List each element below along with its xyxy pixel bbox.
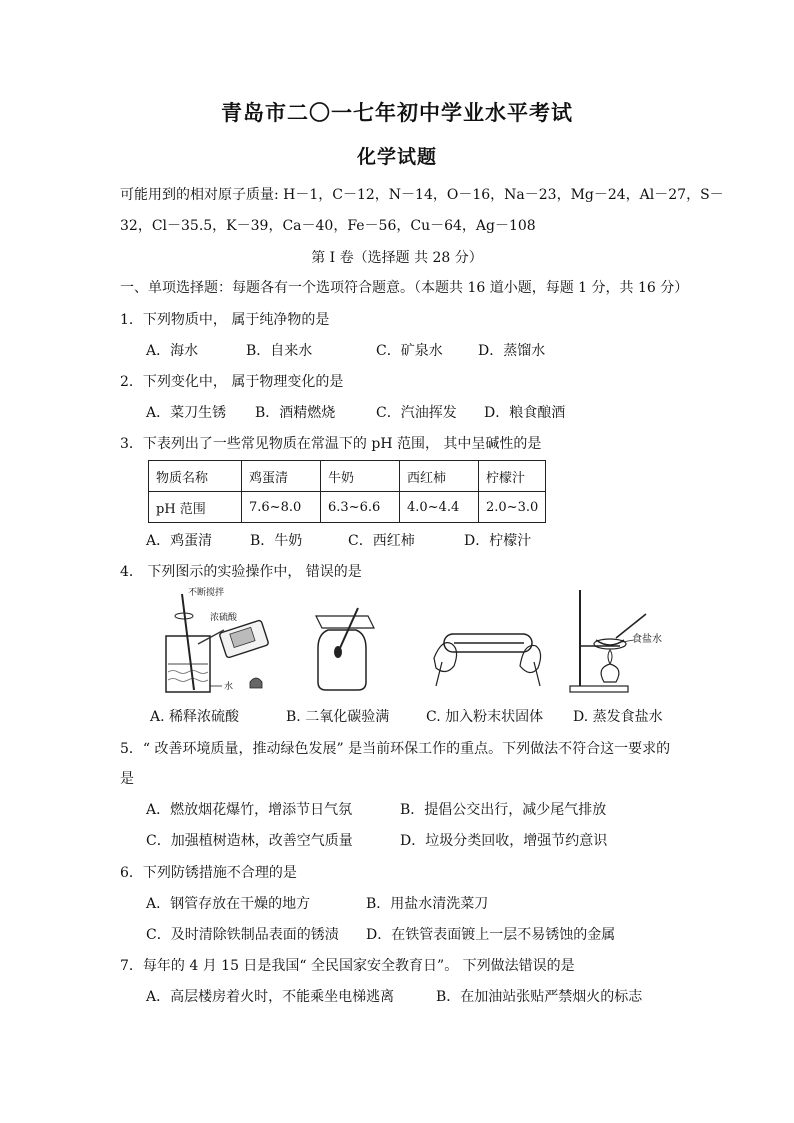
glass-rod-icon [182,594,194,690]
question-6-option-d: D．在铁管表面镀上一层不易锈蚀的金属 [366,927,616,943]
question-1-option-a: A．海水 [146,343,199,359]
question-4-stem: 4． 下列图示的实验操作中， 错误的是 [120,564,362,580]
exam-title: 青岛市二〇一七年初中学业水平考试 [221,100,573,125]
question-4-option-d: D. 蒸发食盐水 [573,709,663,725]
question-7-option-a: A．高层楼房着火时，不能乘坐电梯逃离 [146,989,395,1005]
ph-table-header-cell: 柠檬汁 [479,461,546,492]
ph-table-cell: pH 范围 [149,492,242,523]
alcohol-lamp-icon [601,664,619,682]
exam-subtitle: 化学试题 [356,146,437,168]
ph-table-cell: 6.3~6.6 [321,492,400,523]
question-2-option-a: A．菜刀生锈 [146,405,227,421]
figure-co2-full-test [314,586,384,700]
section-header: 一、单项选择题：每题各有一个选项符合题意。（本题共 16 道小题，每题 1 分，共 16 分） [120,280,689,296]
figure-evaporate-brine [566,586,676,700]
label-brine: 食盐水 [632,634,662,645]
ph-table-header-cell: 鸡蛋清 [242,461,321,492]
question-5-option-a: A．燃放烟花爆竹，增添节日气氛 [146,802,353,818]
ph-table-cell: 4.0~4.4 [400,492,479,523]
label-acid: 浓硫酸 [210,613,238,623]
question-6-option-c: C．及时清除铁制品表面的锈渍 [146,927,339,943]
question-2-option-b: B．酒精燃烧 [255,405,336,421]
question-3-option-b: B．牛奶 [250,533,303,549]
question-3-option-a: A．鸡蛋清 [146,533,213,549]
iron-stand-base-icon [570,686,628,692]
question-5-stem-continued: 是 [120,771,134,787]
question-6-option-b: B．用盐水清洗菜刀 [366,896,489,912]
question-1-option-d: D．蒸馏水 [478,343,546,359]
question-3-stem: 3．下表列出了一些常见物质在常温下的 pH 范围， 其中呈碱性的是 [120,436,542,452]
question-4-option-a: A. 稀释浓硫酸 [150,709,240,725]
ph-table-cell: 7.6~8.0 [242,492,321,523]
label-stir: 不断搅拌 [188,588,225,598]
gas-jar-icon [318,630,366,690]
question-2-option-c: C．汽油挥发 [376,405,457,421]
right-hand-icon [520,645,541,672]
question-3-option-c: C．西红柿 [348,533,415,549]
ph-table-header-cell: 牛奶 [321,461,400,492]
label-water: 水 [224,682,234,692]
question-7-option-b: B．在加油站张贴严禁烟火的标志 [436,989,643,1005]
question-1-stem: 1．下列物质中， 属于纯净物的是 [120,312,330,328]
part-title: 第 I 卷（选择题 共 28 分） [311,250,483,266]
glass-plate-icon [316,616,374,628]
question-5-option-d: D．垃圾分类回收，增强节约意识 [400,833,608,849]
ph-table-header-cell: 西红柿 [400,461,479,492]
figure-dilute-sulfuric-acid [160,586,280,700]
ph-table-cell: 2.0~3.0 [479,492,546,523]
evaporating-dish-icon [596,640,624,645]
ph-table-header-row [149,461,546,492]
question-1-option-c: C．矿泉水 [376,343,443,359]
question-3-option-d: D．柠檬汁 [464,533,532,549]
stopper-icon [250,678,262,688]
question-4-option-c: C. 加入粉末状固体 [426,709,544,725]
ph-table-header-cell: 物质名称 [149,461,242,492]
question-5-option-c: C．加强植树造林，改善空气质量 [146,833,353,849]
atomic-masses-line-1: 可能用到的相对原子质量: H－1，C－12，N－14，O－16，Na－23，Mg－24，Al－27，S－ [120,187,724,203]
figure-add-powder [430,586,545,700]
atomic-masses-line-2: 32，Cl－35.5，K－39，Ca－40，Fe－56，Cu－64，Ag－108 [120,218,536,234]
question-7-stem: 7．每年的 4 月 15 日是我国“ 全民国家安全教育日”。 下列做法错误的是 [120,958,575,974]
question-6-stem: 6．下列防锈措施不合理的是 [120,865,297,881]
ph-table-row [149,492,546,523]
question-5-option-b: B．提倡公交出行，减少尾气排放 [400,802,607,818]
question-2-option-d: D．粮食酿酒 [484,405,566,421]
question-1-option-b: B．自来水 [246,343,313,359]
ph-table [148,460,546,523]
question-4-option-b: B. 二氧化碳验满 [286,709,390,725]
question-5-stem: 5．“ 改善环境质量，推动绿色发展” 是当前环保工作的重点。下列做法不符合这一要求的 [120,741,671,757]
question-6-option-a: A．钢管存放在干燥的地方 [146,896,311,912]
question-2-stem: 2．下列变化中， 属于物理变化的是 [120,374,344,390]
